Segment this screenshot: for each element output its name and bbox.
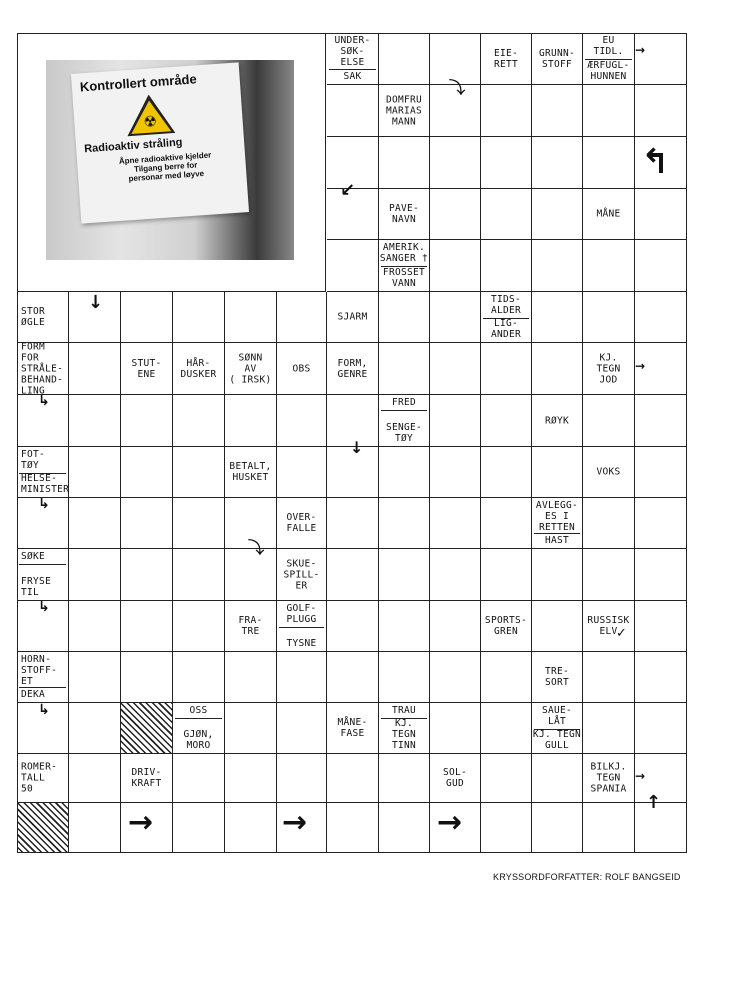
answer-cell[interactable] (481, 395, 532, 447)
clue-cell (225, 601, 277, 652)
clue-divider (19, 687, 66, 688)
arrow-down-icon: ↓ (88, 292, 104, 313)
clue-text: RUSSISK ELV (587, 615, 630, 637)
clue-divider (534, 533, 580, 534)
clue-text-top: AVLEGG- ES I RETTEN (535, 500, 579, 533)
clue-text-bottom: SENGE- TØY (385, 422, 423, 444)
answer-cell[interactable] (225, 395, 277, 447)
clue-cell (327, 292, 379, 343)
answer-cell[interactable] (379, 549, 430, 601)
clue-cell (481, 601, 532, 652)
author-credit: KRYSSORDFORFATTER: ROLF BANGSEID (493, 872, 681, 882)
blocked-cell (17, 803, 69, 853)
answer-cell[interactable] (635, 703, 687, 754)
clue-text-bottom: LIG- ANDER (490, 318, 522, 340)
answer-cell[interactable] (225, 703, 277, 754)
answer-cell[interactable] (430, 189, 481, 240)
answer-cell[interactable] (277, 754, 327, 803)
clue-text: SOL- GUD (442, 767, 468, 789)
answer-cell[interactable] (481, 240, 532, 292)
answer-cell[interactable] (69, 601, 121, 652)
answer-cell[interactable] (481, 703, 532, 754)
clue-text-top: AMERIK. SANGER † (379, 242, 429, 264)
clue-text: ROMER- TALL 50 (21, 761, 58, 795)
answer-cell[interactable] (430, 447, 481, 498)
clue-text: DRIV- KRAFT (131, 767, 162, 789)
clue-divider (19, 564, 66, 565)
answer-cell[interactable] (379, 652, 430, 703)
clue-text: OVER- FALLE (286, 512, 317, 534)
clue-text-bottom: FROSSET VANN (382, 267, 426, 289)
clue-text-bottom: ÆRFUGL- HUNNEN (587, 60, 630, 82)
clue-text: FRA- TRE (238, 615, 263, 637)
answer-cell[interactable] (277, 447, 327, 498)
answer-cell[interactable] (430, 240, 481, 292)
answer-cell[interactable] (225, 754, 277, 803)
answer-cell[interactable] (430, 703, 481, 754)
clue-cell (379, 703, 430, 754)
arrow-turn-left-icon: ↰ (641, 142, 670, 182)
clue-cell (17, 549, 69, 601)
answer-cell[interactable] (379, 754, 430, 803)
answer-cell[interactable] (583, 85, 635, 137)
clue-cell (379, 240, 430, 292)
answer-cell[interactable] (225, 652, 277, 703)
answer-cell[interactable] (430, 549, 481, 601)
answer-cell[interactable] (532, 240, 583, 292)
check-mark-icon: ✓ (616, 626, 627, 641)
clue-text: FORM, GENRE (337, 357, 368, 380)
answer-cell[interactable] (69, 395, 121, 447)
clue-divider (279, 627, 324, 628)
blocked-cell (121, 703, 173, 754)
answer-cell[interactable] (635, 292, 687, 343)
clue-cell (121, 754, 173, 803)
answer-cell[interactable] (635, 85, 687, 137)
answer-cell[interactable] (635, 652, 687, 703)
answer-cell[interactable] (481, 85, 532, 137)
arrow-down-right-icon: ↳ (38, 702, 50, 718)
clue-text: OBS (292, 363, 311, 374)
clue-text-bottom: FRYSE TIL (21, 576, 52, 598)
answer-cell[interactable] (327, 754, 379, 803)
radiation-trefoil-icon: ☢ (142, 112, 158, 132)
answer-cell[interactable] (481, 189, 532, 240)
clue-text: STOR ØGLE (21, 306, 46, 328)
arrow-right-icon: → (635, 769, 646, 783)
answer-cell[interactable] (481, 652, 532, 703)
answer-cell[interactable] (69, 754, 121, 803)
clue-cell (121, 343, 173, 395)
answer-cell[interactable] (379, 343, 430, 395)
answer-cell[interactable] (635, 498, 687, 549)
answer-cell[interactable] (121, 652, 173, 703)
answer-cell[interactable] (635, 189, 687, 240)
clue-text-top: UNDER- SØK- ELSE (334, 35, 371, 68)
answer-cell[interactable] (327, 549, 379, 601)
answer-cell[interactable] (430, 343, 481, 395)
arrow-right-icon: → (282, 805, 308, 840)
answer-cell[interactable] (532, 803, 583, 853)
answer-cell[interactable] (173, 447, 225, 498)
answer-cell[interactable] (635, 33, 687, 85)
arrow-down-icon: ↓ (350, 438, 364, 457)
clue-cell (327, 343, 379, 395)
clue-cell (173, 703, 225, 754)
answer-cell[interactable] (430, 601, 481, 652)
answer-cell[interactable] (532, 137, 583, 189)
clue-divider (175, 718, 222, 719)
arrow-down-right-icon: ↳ (38, 393, 50, 409)
answer-cell[interactable] (583, 137, 635, 189)
clue-text-top: EU TIDL. (593, 35, 624, 57)
clue-text: BILKJ. TEGN SPANIA (590, 761, 627, 795)
answer-cell[interactable] (481, 549, 532, 601)
sign-body: Åpne radioaktive kjelder Tilgang berre for personar med løyve (118, 150, 212, 184)
clue-cell (379, 85, 430, 137)
answer-cell[interactable] (173, 601, 225, 652)
clue-cell (277, 343, 327, 395)
answer-cell[interactable] (635, 549, 687, 601)
clue-cell (225, 343, 277, 395)
clue-text-top: GOLF- PLUGG (286, 603, 317, 625)
answer-cell[interactable] (583, 803, 635, 853)
clue-text: RØYK (544, 415, 570, 426)
arrow-down-icon: ⤵ (248, 538, 265, 557)
answer-cell[interactable] (173, 292, 225, 343)
answer-cell[interactable] (481, 343, 532, 395)
warning-sign (71, 62, 249, 223)
answer-cell[interactable] (277, 703, 327, 754)
clue-text: TRE- SORT (544, 666, 570, 688)
clue-cell (17, 652, 69, 703)
clue-cell (173, 343, 225, 395)
clue-text-top: TIDS- ALDER (490, 294, 522, 316)
answer-cell[interactable] (532, 292, 583, 343)
clue-text: HÅR- DUSKER (180, 357, 217, 380)
answer-cell[interactable] (173, 549, 225, 601)
answer-cell[interactable] (277, 652, 327, 703)
arrow-down-right-icon: ↳ (38, 496, 50, 512)
answer-cell[interactable] (583, 240, 635, 292)
answer-cell[interactable] (583, 292, 635, 343)
clue-text: EIE- RETT (493, 47, 519, 70)
clue-text-bottom: KJ. TEGN TINN (391, 718, 417, 751)
clue-cell (583, 189, 635, 240)
clue-cell (430, 754, 481, 803)
clue-text: SJARM (337, 311, 368, 323)
answer-cell[interactable] (430, 395, 481, 447)
clue-text-top: FOT- TØY (21, 449, 46, 471)
clue-cell (225, 447, 277, 498)
clue-text-top: SAUE- LÅT (541, 705, 573, 727)
arrow-right-icon: → (437, 805, 463, 840)
sign-subtitle: Radioaktiv stråling (83, 136, 183, 156)
clue-cell (532, 395, 583, 447)
answer-cell[interactable] (532, 85, 583, 137)
clue-text-top: FRED (391, 397, 417, 408)
answer-cell[interactable] (379, 33, 430, 85)
answer-cell[interactable] (635, 601, 687, 652)
answer-cell[interactable] (635, 240, 687, 292)
answer-cell[interactable] (635, 395, 687, 447)
answer-cell[interactable] (481, 498, 532, 549)
radiation-sign-photo (46, 60, 294, 260)
answer-cell[interactable] (173, 395, 225, 447)
arrow-right-icon: → (635, 43, 646, 57)
arrow-down-right-icon: ↳ (38, 599, 50, 615)
answer-cell[interactable] (327, 498, 379, 549)
clue-divider (329, 69, 376, 70)
answer-cell[interactable] (69, 803, 121, 853)
clue-cell (583, 601, 635, 652)
clue-cell (17, 754, 69, 803)
clue-text: GRUNN- STOFF (538, 47, 576, 70)
answer-cell[interactable] (532, 447, 583, 498)
answer-cell[interactable] (121, 395, 173, 447)
answer-cell[interactable] (379, 803, 430, 853)
answer-cell[interactable] (481, 137, 532, 189)
clue-text: VOKS (596, 466, 621, 478)
clue-text-bottom: HAST (544, 535, 570, 546)
clue-cell (583, 33, 635, 85)
answer-cell[interactable] (327, 652, 379, 703)
answer-cell[interactable] (69, 652, 121, 703)
answer-cell[interactable] (583, 549, 635, 601)
photo-clue-region (18, 34, 326, 292)
answer-cell[interactable] (532, 549, 583, 601)
answer-cell[interactable] (583, 652, 635, 703)
answer-cell[interactable] (379, 292, 430, 343)
answer-cell[interactable] (583, 498, 635, 549)
clue-cell (17, 292, 69, 343)
answer-cell[interactable] (121, 498, 173, 549)
answer-cell[interactable] (225, 292, 277, 343)
answer-cell[interactable] (69, 498, 121, 549)
answer-cell[interactable] (327, 240, 379, 292)
clue-text: STUT- ENE (131, 357, 162, 380)
clue-cell (17, 343, 69, 395)
answer-cell[interactable] (379, 498, 430, 549)
clue-text: SKUE- SPILL- ER (283, 558, 320, 591)
arrow-up-icon: ↑ (646, 792, 662, 813)
clue-text: SØNN AV ( IRSK) (229, 352, 272, 385)
clue-text: KJ. TEGN JOD (596, 352, 621, 385)
answer-cell[interactable] (69, 343, 121, 395)
clue-text-top: TRAU (391, 705, 417, 716)
answer-cell[interactable] (583, 703, 635, 754)
answer-cell[interactable] (532, 189, 583, 240)
answer-cell[interactable] (173, 498, 225, 549)
answer-cell[interactable] (379, 137, 430, 189)
answer-cell[interactable] (532, 343, 583, 395)
answer-cell[interactable] (430, 652, 481, 703)
arrow-right-icon: → (128, 805, 154, 840)
answer-cell[interactable] (69, 549, 121, 601)
arrow-right-icon: → (635, 359, 646, 373)
arrow-down-icon: ⤵ (449, 78, 466, 97)
clue-cell (327, 703, 379, 754)
answer-cell[interactable] (379, 601, 430, 652)
clue-cell (532, 33, 583, 85)
clue-cell (379, 189, 430, 240)
clue-cell (327, 33, 379, 85)
clue-cell (532, 498, 583, 549)
clue-cell (532, 703, 583, 754)
clue-text-bottom: DEKA (21, 689, 46, 700)
answer-cell[interactable] (225, 803, 277, 853)
answer-cell[interactable] (121, 549, 173, 601)
clue-text-bottom: KJ. TEGN GULL (532, 729, 582, 751)
answer-cell[interactable] (69, 447, 121, 498)
answer-cell[interactable] (532, 601, 583, 652)
answer-cell[interactable] (583, 395, 635, 447)
clue-cell (277, 549, 327, 601)
clue-text-top: OSS (189, 705, 208, 716)
clue-cell (583, 343, 635, 395)
clue-cell (583, 447, 635, 498)
sign-title: Kontrollert område (79, 71, 198, 95)
clue-text: PAVE- NAVN (388, 203, 420, 225)
answer-cell[interactable] (379, 447, 430, 498)
clue-text: BETALT, HUSKET (229, 461, 272, 483)
clue-text: FORM FOR STRÅLE- BEHAND- LING (21, 341, 64, 396)
answer-cell[interactable] (277, 292, 327, 343)
clue-text: SPORTS- GREN (484, 615, 528, 637)
clue-cell (532, 652, 583, 703)
clue-text-bottom: TYSNE (286, 638, 317, 649)
answer-cell[interactable] (327, 601, 379, 652)
answer-cell[interactable] (69, 703, 121, 754)
clue-cell (481, 33, 532, 85)
answer-cell[interactable] (430, 137, 481, 189)
clue-cell (277, 498, 327, 549)
answer-cell[interactable] (327, 85, 379, 137)
answer-cell[interactable] (173, 803, 225, 853)
clue-cell (379, 395, 430, 447)
clue-text-top: SØKE (21, 551, 46, 562)
answer-cell[interactable] (173, 754, 225, 803)
answer-cell[interactable] (481, 754, 532, 803)
clue-divider (381, 410, 427, 411)
clue-text: MÅNE- FASE (337, 717, 368, 739)
clue-cell (17, 447, 69, 498)
answer-cell[interactable] (430, 498, 481, 549)
clue-cell (481, 292, 532, 343)
answer-cell[interactable] (121, 447, 173, 498)
arrow-down-left-icon: ↙ (340, 180, 356, 201)
answer-cell[interactable] (121, 601, 173, 652)
answer-cell[interactable] (430, 292, 481, 343)
answer-cell[interactable] (121, 292, 173, 343)
clue-cell (277, 601, 327, 652)
answer-cell[interactable] (173, 652, 225, 703)
clue-text-bottom: GJØN, MORO (183, 729, 214, 751)
answer-cell[interactable] (532, 754, 583, 803)
answer-cell[interactable] (277, 395, 327, 447)
clue-text: DOMFRU MARIAS MANN (385, 94, 423, 127)
clue-text-top: HORN- STOFF- ET (21, 654, 58, 687)
answer-cell[interactable] (481, 447, 532, 498)
clue-text-bottom: HELSE- MINISTER (21, 473, 70, 495)
clue-cell (583, 754, 635, 803)
clue-text: MÅNE (596, 208, 621, 220)
answer-cell[interactable] (481, 803, 532, 853)
answer-cell[interactable] (635, 447, 687, 498)
answer-cell[interactable] (327, 803, 379, 853)
clue-text-bottom: SAK (343, 71, 362, 82)
